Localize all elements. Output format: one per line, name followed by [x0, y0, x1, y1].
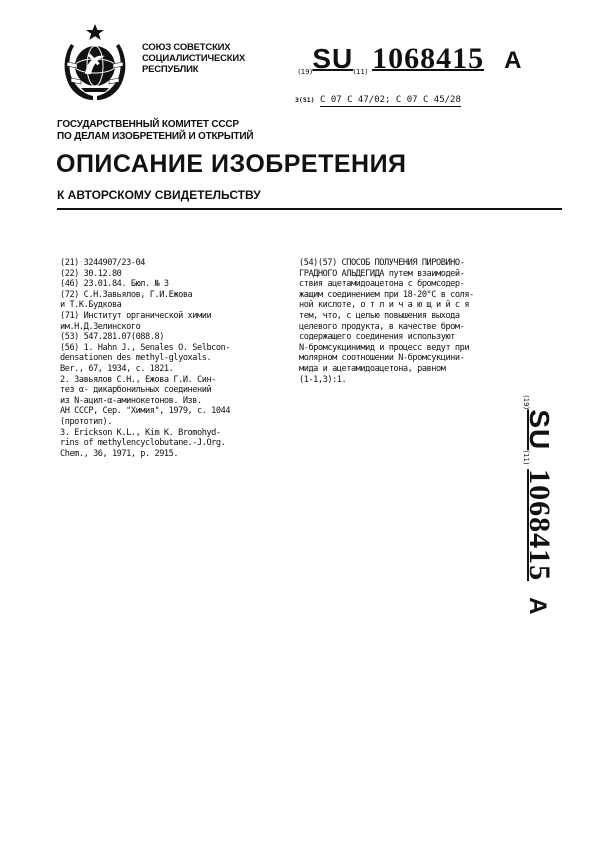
- committee-line: ПО ДЕЛАМ ИЗОБРЕТЕНИЙ И ОТКРЫТИЙ: [57, 131, 254, 142]
- claim-line: (1-1,3):1.: [299, 374, 347, 385]
- biblio-line: rins of methylencyclobutane.-J.Org.: [60, 438, 226, 449]
- biblio-line: Ber., 67, 1934, c. 1821.: [60, 363, 174, 374]
- org-line: СОЮЗ СОВЕТСКИХ: [142, 42, 231, 53]
- org-line: РЕСПУБЛИК: [142, 64, 199, 75]
- claim-line: молярном соотношении N-бромсукцини-: [299, 353, 465, 364]
- claim-line: ной кислоте, о т л и ч а ю щ и й с я: [299, 300, 470, 311]
- bibliographic-data: [60, 258, 292, 459]
- biblio-line: (72) С.Н.Завьялов, Г.И.Ежова: [60, 289, 193, 300]
- document-title: ОПИСАНИЕ ИЗОБРЕТЕНИЯ: [56, 150, 407, 178]
- biblio-line: (прототип).: [60, 416, 112, 427]
- ipc-classification: [295, 95, 461, 105]
- inid-code-19: (19): [298, 68, 313, 76]
- state-committee: [57, 119, 253, 143]
- biblio-line: (21) 3244907/23-04: [60, 258, 146, 268]
- inid-code-51: 3(51): [295, 96, 315, 104]
- biblio-line: (56) 1. Hahn J., Senales O. Selbcon-: [60, 342, 231, 353]
- biblio-line: и Т.К.Будкова: [60, 300, 122, 311]
- claim-line: жащим соединением при 18-20°С в соля-: [299, 289, 474, 300]
- patent-number-header: [298, 42, 521, 76]
- side-number: 1068415: [523, 469, 556, 582]
- country-code: SU: [312, 43, 354, 74]
- header-rule: [57, 208, 562, 210]
- biblio-line: densationen des methyl-glyoxals.: [60, 353, 212, 364]
- side-document-kind: A: [524, 597, 551, 615]
- document-subtitle: К АВТОРСКОМУ СВИДЕТЕЛЬСТВУ: [57, 188, 261, 202]
- biblio-line: АН СССР, Сер. "Химия", 1979, с. 1044: [60, 406, 231, 417]
- claim-line: (54)(57) СПОСОБ ПОЛУЧЕНИЯ ПИРОВИНО-: [299, 258, 465, 268]
- ussr-emblem-icon: [57, 22, 133, 102]
- biblio-line: (22) 30.12.80: [60, 268, 122, 279]
- claim-abstract: [299, 258, 514, 385]
- ipc-value: С 07 С 47/02; С 07 С 45/28: [320, 95, 461, 105]
- side-country-code: SU: [524, 409, 555, 451]
- biblio-line: им.Н.Д.Зелинского: [60, 321, 141, 332]
- biblio-line: из N-ацил-α-аминокетонов. Изв.: [60, 395, 202, 406]
- biblio-line: Chem., 36, 1971, p. 2915.: [60, 448, 179, 459]
- biblio-line: (71) Институт органической химии: [60, 310, 212, 321]
- claim-line: N-бромсукцинимид и процесс ведут при: [299, 342, 470, 353]
- inid-code-11: (11): [353, 68, 368, 76]
- patent-number: 1068415: [372, 42, 485, 75]
- biblio-line: тез α- дикарбонильных соединений: [60, 385, 212, 396]
- biblio-line: (46) 23.01.84. Бюл. № 3: [60, 279, 169, 290]
- claim-line: тем, что, с целью повышения выхода: [299, 310, 460, 321]
- issuing-state: [142, 42, 245, 75]
- claim-line: содержащего соединения используют: [299, 332, 455, 343]
- claim-line: целевого продукта, в качестве бром-: [299, 321, 465, 332]
- claim-line: ствия ацетамидоацетона с бромсодер-: [299, 279, 465, 290]
- document-kind: A: [504, 47, 522, 74]
- org-line: СОЦИАЛИСТИЧЕСКИХ: [142, 53, 246, 64]
- side-inid-code-19: (19): [522, 395, 530, 410]
- side-inid-code-11: (11): [522, 450, 530, 465]
- biblio-line: 2. Завьялов С.Н., Ежова Г.И. Син-: [60, 374, 216, 385]
- claim-line: ГРАДНОГО АЛЬДЕГИДА путем взаимодей-: [299, 268, 465, 279]
- committee-line: ГОСУДАРСТВЕННЫЙ КОМИТЕТ СССР: [57, 119, 239, 130]
- claim-line: мида и ацетамидоацетона, равном: [299, 363, 446, 374]
- biblio-line: (53) 547.281.07(088.8): [60, 332, 164, 343]
- biblio-line: 3. Erickson K.L., Kim K. Bromohyd-: [60, 427, 221, 438]
